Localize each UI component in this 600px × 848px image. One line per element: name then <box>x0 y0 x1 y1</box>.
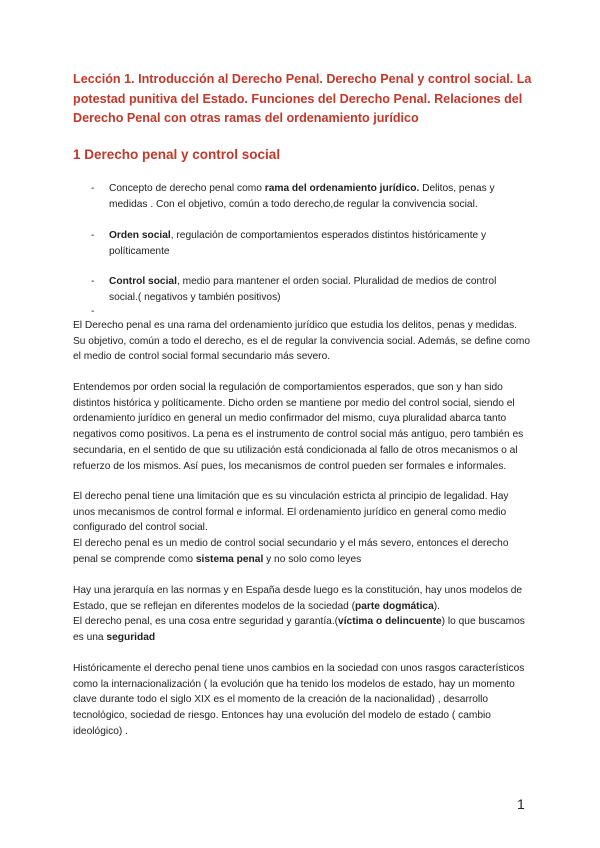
paragraph: El derecho penal tiene una limitación que es su vinculación estricta al principio de legalidad. Hay unos mecanismos de control formal e informal. El ordenamiento jurídico en general como medio configurado del control social. <box>73 491 509 534</box>
lesson-title: Lección 1. Introducción al Derecho Penal. Derecho Penal y control social. La potestad punitiva del Estado. Funciones del Derecho Penal. Relaciones del Derecho Penal con otras ramas del ordenamiento jurídico <box>73 72 532 125</box>
bullet-dash: - <box>91 276 95 287</box>
paragraph: El derecho penal es un medio de control social secundario y el más severo, entonces el derecho penal se comprende como sistema penal y no solo como leyes <box>73 538 509 565</box>
bullet-dash: - <box>91 306 95 317</box>
section-heading: 1 Derecho penal y control social <box>73 147 281 162</box>
bullet-dash: - <box>91 183 95 194</box>
document-page: Lección 1. Introducción al Derecho Penal. Derecho Penal y control social. La potestad punitiva del Estado. Funciones del Derecho Penal. Relaciones del Derecho Penal con otras ramas del ordenamiento jurídico 1 Derecho penal y control social - Concepto de derecho penal como rama del ordenamiento jurídico. Delitos, penas y medidas . Con el objetivo, común a todo derecho,de regular la convivencia social. - Orden social, regulación de comportamientos esperados distintos históricamente y políticamente - Control social, medio para mantener el orden social. Pluralidad de medios de control social.( negativos y también positivos) - El Derecho penal es una rama del ordenamiento jurídico que estudia los delitos, penas y medidas. Su objetivo, común a todo el derecho, es el de regular la convivencia social. Además, se define como el medio de control social formal secundario más severo. Entendemos por orden social la regulación de comportamientos esperados, que son y han sido distintos histórica y políticamente. Dicho orden se mantiene por medio del control social, siendo el ordenamiento jurídico en general un medio confirmador del mismo, cuya pluralidad abarca tanto negativos como positivos. La pena es el instrumento de control social más antiguo, pero también es secundaria, en el sentido de que su utilización está condicionada al fallo de otros mecanismos o al refuerzo de los mismos. Así pues, los mecanismos de control pueden ser formales e informales. El derecho penal tiene una limitación que es su vinculación estricta al principio de legalidad. Hay unos mecanismos de control formal e informal. El ordenamiento jurídico en general como medio configurado del control social. El derecho penal es un medio de control social secundario y el más severo, entonces el derecho penal se comprende como sistema penal y no solo como leyes Hay una jerarquía en las normas y en España desde luego es la constitución, hay unos modelos de Estado, que se reflejan en diferentes modelos de la sociedad (parte dogmática). El derecho penal, es una cosa entre seguridad y garantía.(víctima o delincuente) lo que buscamos es una seguridad Históricamente el derecho penal tiene unos cambios en la sociedad con unos rasgos característicos como la internacionalización ( la evolución que ha tenido los modelos de estado, hay un momento clave durante todo el siglo XIX es el momento de la creación de la nacionalidad) , desarrollo tecnológico, sociedad de riesgo. Entonces hay una evolución del modelo de estado ( cambio ideológico) . 1 <box>73 72 532 812</box>
paragraph: Hay una jerarquía en las normas y en España desde luego es la constitución, hay unos modelos de Estado, que se reflejan en diferentes modelos de la sociedad (parte dogmática). <box>73 585 523 612</box>
paragraph: El derecho penal, es una cosa entre seguridad y garantía.(víctima o delincuente) lo que buscamos es una seguridad <box>73 616 525 643</box>
paragraph: Entendemos por orden social la regulación de comportamientos esperados, que son y han sido distintos histórica y políticamente. Dicho orden se mantiene por medio del control social, siendo el ordenamiento jurídico en general un medio confirmador del mismo, cuya pluralidad abarca tanto negativos como positivos. La pena es el instrumento de control social más antiguo, pero también es secundaria, en el sentido de que su utilización está condicionada al fallo de otros mecanismos o al refuerzo de los mismos. Así pues, los mecanismos de control pueden ser formales e informales. <box>73 382 524 472</box>
paragraph: Históricamente el derecho penal tiene unos cambios en la sociedad con unos rasgos característicos como la internacionalización ( la evolución que ha tenido los modelos de estado, hay un momento clave durante todo el siglo XIX es el momento de la creación de la nacionalidad) , desarrollo tecnológico, sociedad de riesgo. Entonces hay una evolución del modelo de estado ( cambio ideológico) . <box>73 663 525 737</box>
page-number: 1 <box>517 796 525 812</box>
paragraph: El Derecho penal es una rama del ordenamiento jurídico que estudia los delitos, penas y medidas. Su objetivo, común a todo el derecho, es el de regular la convivencia social. Además, se define como el medio de control social formal secundario más severo. <box>73 320 531 363</box>
bullet-dash: - <box>91 230 95 241</box>
